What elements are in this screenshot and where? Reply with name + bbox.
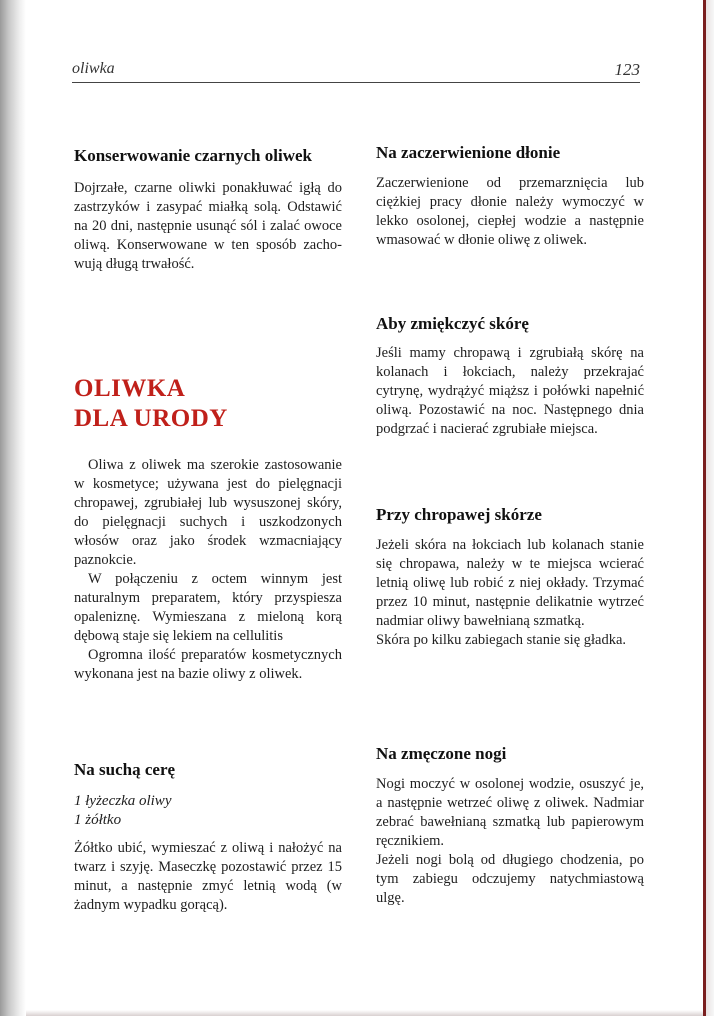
section-paragraph: Jeżeli skóra na łokciach lub kolanach stanie się chropawa, należy w te miejsca wcierać letnią oliwę lub robić z niej okłady. Trzymać przez 10 minut, następnie delikatnie wytrzeć nadmiar oliwy bawełnianą szmatką. bbox=[376, 537, 644, 629]
chapter-intro bbox=[74, 456, 342, 684]
running-header bbox=[72, 60, 640, 83]
section-paragraph: Zaczerwienione od przemarznięcia lub ciężkiej pracy dłonie należy wymoczyć w lekko osolonej, ciepłej wodzie a następnie wmasować w dłonie oliwę z oliwek. bbox=[376, 175, 644, 248]
page-number: 123 bbox=[614, 60, 640, 79]
scan-binding-shadow bbox=[0, 0, 26, 1016]
chapter-title-line1: OLIWKA bbox=[74, 375, 186, 402]
section-chropawa-skora bbox=[376, 505, 644, 650]
scan-edge-red-line bbox=[703, 0, 706, 1016]
intro-paragraph-1: Oliwa z oliwek ma szerokie zastosowanie w kosmetyce; używana jest do pielęgnacji chropawej, zgrubiałej lub wysuszonej skóry, do pielęgnacji suchych i uszkodzonych włosów oraz jako środek wzmacniający paznokcie. bbox=[74, 457, 342, 568]
section-zmiekczyc-skore bbox=[376, 314, 644, 439]
intro-paragraph-3: Ogromna ilość preparatów kosmetycznych wykonana jest na bazie oliwy z oliwek. bbox=[74, 647, 342, 682]
section-zaczerwienione-dlonie bbox=[376, 143, 644, 250]
chapter-title-line2: DLA URODY bbox=[74, 405, 228, 432]
section-title: Aby zmiękczyć skórę bbox=[376, 314, 529, 333]
section-paragraph: Dojrzałe, czarne oliwki ponakłuwać igłą do zastrzyków i zasypać miałką solą. Odstawić na 20 dni, następnie usunąć sól i zalać owoce oliwą. Konserwowane w ten sposób zachowują długą trwałość. bbox=[74, 180, 342, 272]
intro-paragraph-2: W połączeniu z octem winnym jest naturalnym preparatem, który przyspiesza opaleniznę. Wymieszana z mieloną korą dębową staje się lekiem na cellulitis bbox=[74, 571, 342, 644]
section-title: Konserwowanie czarnych oliwek bbox=[74, 146, 312, 165]
scan-edge-right bbox=[706, 0, 714, 1016]
section-paragraph: Żółtko ubić, wymieszać z oliwą i nałożyć na twarz i szyję. Maseczkę pozostawić przez 15 minut, a następnie zmyć letnią wodą (w żadnym wypadku gorącą). bbox=[74, 840, 342, 913]
running-title: oliwka bbox=[72, 60, 115, 77]
section-paragraph: Jeżeli nogi bolą od długiego chodzenia, po tym zabiegu odczujemy natychmiastową ulgę. bbox=[376, 852, 644, 906]
ingredient: 1 łyżeczka oliwy bbox=[74, 793, 172, 809]
section-sucha-cera bbox=[74, 760, 342, 915]
section-title: Na zaczerwienione dłonie bbox=[376, 143, 561, 162]
section-paragraph: Nogi moczyć w osolonej wodzie, osuszyć je, a następnie wetrzeć oliwę z oliwek. Nadmiar zebrać bawełnianą szmatką lub papierowym ręcznikiem. bbox=[376, 776, 644, 849]
section-title: Przy chropawej skórze bbox=[376, 505, 542, 524]
section-title: Na suchą cerę bbox=[74, 760, 176, 779]
section-paragraph: Jeśli mamy chropawą i zgrubiałą skórę na kolanach i łokciach, należy przekrajać cytrynę, wydrążyć miąższ i połówki napełnić oliwą. Pozostawić na noc. Następnego dnia podgrzać i nacierać zgrubiałe miejsca. bbox=[376, 345, 644, 437]
section-paragraph: Skóra po kilku zabiegach stanie się gładka. bbox=[376, 632, 627, 648]
chapter-heading bbox=[74, 374, 342, 434]
page-bottom-edge bbox=[26, 1010, 703, 1016]
section-konserwowanie bbox=[74, 146, 342, 274]
ingredient: 1 żółtko bbox=[74, 812, 122, 828]
section-title: Na zmęczone nogi bbox=[376, 744, 507, 763]
section-zmeczone-nogi bbox=[376, 744, 644, 908]
